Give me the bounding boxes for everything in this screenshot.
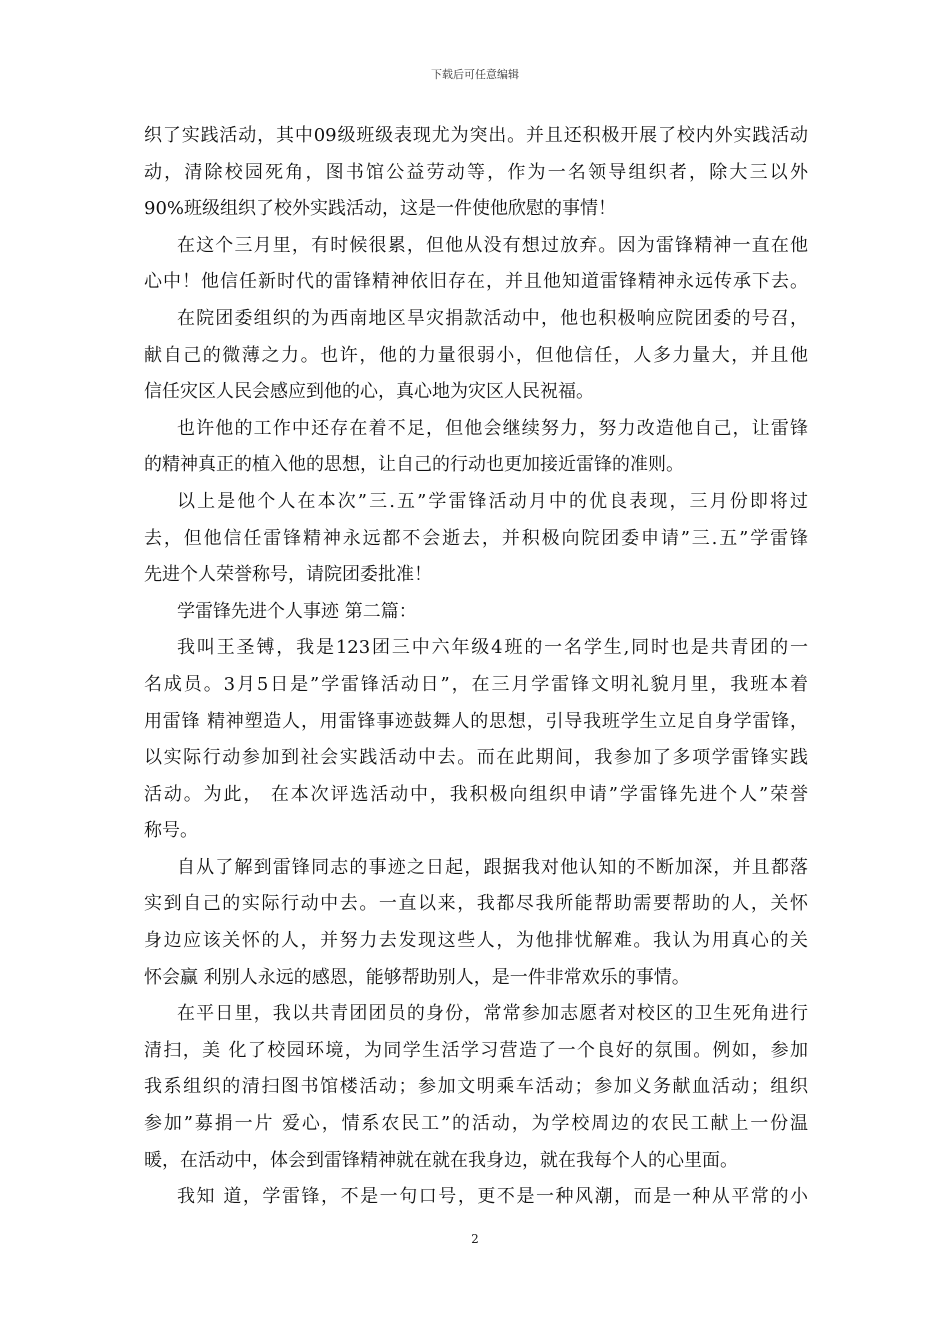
text-line: 90%班级组织了校外实践活动，这是一件使他欣慰的事情！ — [144, 198, 617, 220]
text-line: 先进个人荣誉称号，请院团委批准！ — [144, 564, 432, 586]
text-line: 活动。为此， 在本次评选活动中，我积极向组织申请”学雷锋先进个人”荣誉 — [144, 783, 808, 805]
text-line: 去，但他信任雷锋精神永远都不会逝去，并积极向院团委申请”三.五”学雷锋 — [144, 527, 808, 549]
text-line: 也许他的工作中还存在着不足，但他会继续努力，努力改造他自己，让雷锋 — [177, 417, 808, 439]
text-line: 我叫王圣镈，我是123团三中六年级4班的一名学生,同时也是共青团的一 — [177, 637, 808, 659]
text-line: 织了实践活动，其中09级班级表现尤为突出。并且还积极开展了校内外实践活动 — [144, 125, 808, 146]
text-line: 在平日里，我以共青团团员的身份，常常参加志愿者对校区的卫生死角进行 — [177, 1003, 808, 1025]
text-line: 以上是他个人在本次”三.五”学雷锋活动月中的优良表现，三月份即将过 — [177, 490, 808, 512]
text-line: 自从了解到雷锋同志的事迹之日起，跟据我对他认知的不断加深，并且都落 — [177, 856, 808, 878]
text-line: 心中！他信任新时代的雷锋精神依旧存在，并且他知道雷锋精神永远传承下去。 — [144, 271, 808, 293]
text-line: 的精神真正的植入他的思想，让自己的行动也更加接近雷锋的准则。 — [144, 454, 684, 476]
text-line: 动，清除校园死角，图书馆公益劳动等，作为一名领导组织者，除大三以外 — [144, 161, 808, 183]
text-line: 暖，在活动中，体会到雷锋精神就在就在我身边，就在我每个人的心里面。 — [144, 1149, 738, 1171]
text-line: 身边应该关怀的人，并努力去发现这些人，为他排忧解难。我认为用真心的关 — [144, 930, 808, 952]
text-line: 用雷锋 精神塑造人，用雷锋事迹鼓舞人的思想，引导我班学生立足自身学雷锋， — [144, 710, 808, 732]
page-header: 下载后可任意编辑 — [431, 68, 519, 81]
body-text — [144, 118, 808, 1216]
page-number: 2 — [471, 1232, 479, 1246]
text-line: 名成员。3月5日是”学雷锋活动日”，在三月学雷锋文明礼貌月里，我班本着 — [144, 673, 808, 695]
text-line: 参加”募捐一片 爱心，情系农民工”的活动，为学校周边的农民工献上一份温 — [144, 1113, 808, 1135]
text-line: 在这个三月里，有时候很累，但他从没有想过放弃。因为雷锋精神一直在他 — [177, 234, 808, 256]
text-line: 献自己的微薄之力。也许，他的力量很弱小，但他信任，人多力量大，并且他 — [144, 344, 808, 366]
text-line: 在院团委组织的为西南地区旱灾捐款活动中，他也积极响应院团委的号召， — [177, 307, 808, 329]
text-line: 以实际行动参加到社会实践活动中去。而在此期间，我参加了多项学雷锋实践 — [144, 747, 808, 769]
text-line: 学雷锋先进个人事迹 第二篇： — [177, 600, 417, 622]
text-line: 称号。 — [144, 820, 198, 842]
text-line: 我系组织的清扫图书馆楼活动；参加文明乘车活动；参加义务献血活动；组织 — [144, 1076, 808, 1098]
text-line: 怀会赢 利别人永远的感恩，能够帮助别人，是一件非常欢乐的事情。 — [144, 966, 690, 988]
text-line: 信任灾区人民会感应到他的心，真心地为灾区人民祝福。 — [144, 381, 594, 403]
text-line: 清扫，美 化了校园环境，为同学生活学习营造了一个良好的氛围。例如，参加 — [144, 1039, 808, 1061]
text-line: 我知 道，学雷锋，不是一句口号，更不是一种风潮，而是一种从平常的小 — [177, 1186, 808, 1208]
text-line: 实到自己的实际行动中去。一直以来，我都尽我所能帮助需要帮助的人，关怀 — [144, 893, 808, 915]
